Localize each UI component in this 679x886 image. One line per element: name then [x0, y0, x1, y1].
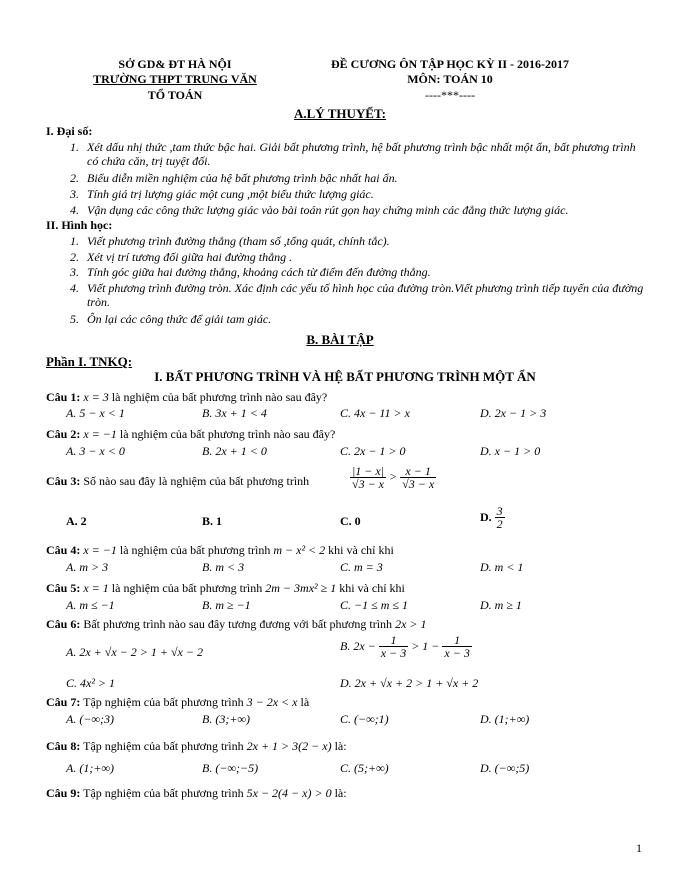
- algebra-item-4: 4. Vận dụng các công thức lượng giác vào bài toán rút gọn hay chứng minh các đẳng thức lượng giác.: [70, 203, 569, 217]
- condition: x = 3: [83, 390, 109, 404]
- q1-option-d[interactable]: D. 2x − 1 > 3: [480, 406, 547, 420]
- theory-title: A.LÝ THUYẾT:: [294, 106, 386, 121]
- q1-option-b[interactable]: B. 3x + 1 < 4: [202, 406, 267, 420]
- question-tail: khi và chỉ khi: [328, 543, 394, 557]
- question-label: Câu 6: [46, 617, 77, 631]
- q5-option-d[interactable]: D. m ≥ 1: [480, 598, 522, 612]
- question-text: Số nào sau đây là nghiệm của bất phương trình: [83, 474, 310, 488]
- page-number: 1: [636, 841, 642, 855]
- question-1: Câu 1: x = 3 là nghiệm của bất phương trình nào sau đây?: [46, 390, 328, 404]
- q8-option-b[interactable]: B. (−∞;−5): [202, 761, 259, 775]
- question-label: Câu 2: [46, 427, 77, 441]
- q6-option-b[interactable]: B. 2x − $\frac{1}{x - 3}$ > 1 − $\frac{1}{x - 3}$: [340, 633, 470, 660]
- question-text: là nghiệm của bất phương trình: [111, 581, 263, 595]
- q3-option-b[interactable]: B. 1: [202, 514, 223, 528]
- question-label: Câu 9: [46, 786, 77, 800]
- q2-option-a[interactable]: A. 3 − x < 0: [66, 444, 125, 458]
- question-text: Tập nghiệm của bất phương trình: [83, 695, 244, 709]
- geometry-item-5: 5. Ôn lại các công thức để giải tam giác.: [70, 312, 272, 326]
- question-tail: là:: [334, 739, 347, 753]
- question-8: Câu 8: Tập nghiệm của bất phương trình 2x + 1 > 3(2 − x) là:: [46, 739, 347, 753]
- school-name: TRƯỜNG THPT TRUNG VĂN: [93, 72, 257, 86]
- q8-option-d[interactable]: D. (−∞;5): [480, 761, 530, 775]
- q3-inequality: [350, 465, 436, 490]
- question-text: Tập nghiệm của bất phương trình: [83, 786, 244, 800]
- question-label: Câu 3: [46, 474, 77, 488]
- geometry-item-1: 1. Viết phương trình đường thẳng (tham số ,tổng quát, chính tắc).: [70, 234, 390, 248]
- q6-option-c[interactable]: C. 4x² > 1: [66, 676, 116, 690]
- condition: x = 1: [83, 581, 109, 595]
- department: TỔ TOÁN: [147, 88, 203, 102]
- q2-option-d[interactable]: D. x − 1 > 0: [480, 444, 541, 458]
- condition: x = −1: [83, 543, 117, 557]
- question-9: Câu 9: Tập nghiệm của bất phương trình 5x − 2(4 − x) > 0 là:: [46, 786, 347, 800]
- inequality: 2x + 1 > 3(2 − x): [246, 739, 332, 753]
- q3-option-d[interactable]: D. $\frac{3}{2}$: [480, 504, 503, 531]
- q1-option-a[interactable]: A. 5 − x < 1: [66, 406, 125, 420]
- question-text: Bất phương trình nào sau đây tương đương với bất phương trình: [83, 617, 393, 631]
- q4-option-d[interactable]: D. m < 1: [480, 560, 524, 574]
- inequality: 5x − 2(4 − x) > 0: [246, 786, 332, 800]
- q6-option-d[interactable]: D. 2x + √x + 2 > 1 + √x + 2: [340, 676, 479, 690]
- operator: >: [389, 469, 398, 484]
- q8-option-a[interactable]: A. (1;+∞): [66, 761, 114, 775]
- question-5: Câu 5: x = 1 là nghiệm của bất phương trình 2m − 3mx² ≥ 1 khi và chỉ khi: [46, 581, 405, 595]
- separator: ----***----: [425, 88, 475, 102]
- algebra-item-1: 1. Xét dấu nhị thức ,tam thức bậc hai. Giải bất phương trình, hệ bất phương trình bậc nhất một ẩn, bất phương trình có chứa căn, trị tuyệt đối.: [70, 140, 636, 168]
- q7-option-d[interactable]: D. (1;+∞): [480, 712, 530, 726]
- exercises-title: B. BÀI TẬP: [306, 332, 374, 347]
- part-title: Phần I. TNKQ:: [46, 354, 133, 369]
- question-6: Câu 6: Bất phương trình nào sau đây tương đương với bất phương trình 2x > 1: [46, 617, 427, 631]
- condition: x = −1: [83, 427, 117, 441]
- question-label: Câu 1: [46, 390, 77, 404]
- q8-option-c[interactable]: C. (5;+∞): [340, 761, 389, 775]
- inequality: m − x² < 2: [273, 543, 326, 557]
- q3-option-c[interactable]: C. 0: [340, 514, 361, 528]
- section-title: I. BẤT PHƯƠNG TRÌNH VÀ HỆ BẤT PHƯƠNG TRÌNH MỘT ẨN: [154, 369, 536, 384]
- algebra-item-2: 2. Biểu diễn miền nghiệm của hệ bất phương trình bậc nhất hai ẩn.: [70, 171, 398, 185]
- inequality: 2m − 3mx² ≥ 1: [265, 581, 337, 595]
- q3-option-a[interactable]: A. 2: [66, 514, 87, 528]
- rhs-fraction: $\frac{x - 1}{√3 - x}$: [402, 464, 435, 491]
- q7-option-a[interactable]: A. (−∞;3): [66, 712, 114, 726]
- question-label: Câu 4: [46, 543, 77, 557]
- question-label: Câu 7: [46, 695, 77, 709]
- geometry-item-4: 4. Viết phương trình đường tròn. Xác định các yếu tố hình học của đường tròn.Viết phương trình tiếp tuyến của đường tròn.: [70, 281, 644, 309]
- question-tail: là: [300, 695, 310, 709]
- q2-option-c[interactable]: C. 2x − 1 > 0: [340, 444, 406, 458]
- question-tail: là:: [334, 786, 347, 800]
- school-dept: SỞ GD& ĐT HÀ NỘI: [118, 57, 232, 71]
- q1-option-c[interactable]: C. 4x − 11 > x: [340, 406, 410, 420]
- q5-option-b[interactable]: B. m ≥ −1: [202, 598, 251, 612]
- document-title: ĐỀ CƯƠNG ÔN TẬP HỌC KỲ II - 2016-2017: [330, 57, 569, 71]
- q5-option-c[interactable]: C. −1 ≤ m ≤ 1: [340, 598, 408, 612]
- question-label: Câu 5: [46, 581, 77, 595]
- q5-option-a[interactable]: A. m ≤ −1: [66, 598, 115, 612]
- q7-option-c[interactable]: C. (−∞;1): [340, 712, 389, 726]
- geometry-item-2: 2. Xét vị trí tương đối giữa hai đường thẳng .: [70, 250, 293, 264]
- question-text: là nghiệm của bất phương trình: [119, 543, 271, 557]
- q6-option-a[interactable]: A. 2x + √x − 2 > 1 + √x − 2: [66, 645, 203, 659]
- subject: MÔN: TOÁN 10: [407, 72, 493, 86]
- q4-option-b[interactable]: B. m < 3: [202, 560, 245, 574]
- question-7: Câu 7: Tập nghiệm của bất phương trình 3 − 2x < x là: [46, 695, 310, 709]
- algebra-item-3: 3. Tính giá trị lượng giác một cung ,một biểu thức lượng giác.: [70, 187, 374, 201]
- question-2: Câu 2: x = −1 là nghiệm của bất phương trình nào sau đây?: [46, 427, 336, 441]
- question-4: Câu 4: x = −1 là nghiệm của bất phương trình m − x² < 2 khi và chỉ khi: [46, 543, 394, 557]
- inequality: 3 − 2x < x: [246, 695, 298, 709]
- lhs-fraction: $\frac{|1 - x|}{√3 - x}$: [352, 464, 385, 491]
- question-text: là nghiệm của bất phương trình nào sau đây?: [119, 427, 336, 441]
- geometry-item-3: 3. Tính góc giữa hai đường thẳng, khoảng cách từ điểm đến đường thẳng.: [70, 265, 431, 279]
- question-text: Tập nghiệm của bất phương trình: [83, 739, 244, 753]
- algebra-title: I. Đại số:: [46, 124, 93, 138]
- question-tail: khi và chỉ khi: [339, 581, 405, 595]
- q2-option-b[interactable]: B. 2x + 1 < 0: [202, 444, 267, 458]
- q4-option-c[interactable]: C. m = 3: [340, 560, 383, 574]
- q4-option-a[interactable]: A. m > 3: [66, 560, 109, 574]
- question-3: Câu 3: Số nào sau đây là nghiệm của bất phương trình: [46, 474, 310, 488]
- question-label: Câu 8: [46, 739, 77, 753]
- question-text: là nghiệm của bất phương trình nào sau đây?: [111, 390, 328, 404]
- geometry-title: II. Hình học:: [46, 218, 113, 232]
- inequality: 2x > 1: [395, 617, 427, 631]
- q7-option-b[interactable]: B. (3;+∞): [202, 712, 250, 726]
